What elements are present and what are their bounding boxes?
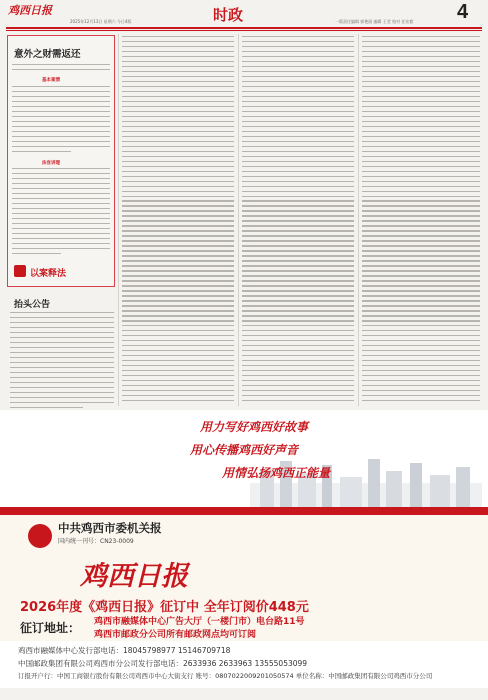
header-rule: [6, 27, 482, 29]
box-subhead-1: 基本案情: [42, 78, 60, 83]
column-divider-3: [358, 34, 359, 406]
article-col-2: [242, 36, 354, 405]
article-col-1: [122, 36, 234, 405]
box-title: 意外之财需返还: [14, 49, 81, 60]
box-text-b: [12, 86, 110, 156]
party-emblem-icon: [28, 524, 52, 548]
law-icon: [14, 265, 26, 277]
section-title: 时政: [213, 6, 244, 24]
slogan-2: 用心传播鸡西好声音: [190, 443, 299, 457]
notice-text: [10, 312, 114, 412]
contact-line-1: 鸡西市融媒体中心发行部电话：18045798977 15146709718: [18, 646, 231, 655]
footer-strip: [0, 688, 488, 700]
address-line-2: 鸡西市邮政分公司所有邮政网点均可订阅: [94, 630, 257, 640]
slogan-3: 用情弘扬鸡西正能量: [222, 466, 331, 480]
masthead-logo: 鸡西日报: [80, 561, 188, 592]
red-stripe: [0, 507, 488, 515]
box-subhead-2: 法官讲理: [42, 161, 60, 166]
contact-line-3: 订报开户行：中国工商银行股份有限公司鸡西市中心大街支行 账号：0807022009201050574 单位名称：中国邮政集团有限公司鸡西市分公司: [18, 672, 433, 680]
issue-date: 2025年12月13日 星期六 今日4版: [70, 19, 132, 24]
column-divider-2: [238, 34, 239, 406]
header-rule-thin: [6, 30, 482, 31]
contact-line-2: 中国邮政集团有限公司鸡西市分公司发行部电话：2633936 2633963 13555053099: [18, 659, 308, 668]
slogan-1: 用力写好鸡西好故事: [200, 420, 309, 434]
newspaper-logo: 鸡西日报: [8, 4, 52, 17]
column-divider-1: [118, 34, 119, 406]
subscription-headline: 2026年度《鸡西日报》征订中 全年订阅价448元: [20, 600, 309, 615]
address-line-1: 鸡西市融媒体中心广告大厅（一楼门市）电台路11号: [94, 617, 305, 627]
party-organ-title: 中共鸡西市委机关报: [58, 521, 162, 535]
editor-line: 一版责任编辑 郭艳丽 编辑 王莹 校对 任宏毅: [335, 19, 414, 24]
page-number: 4: [457, 1, 469, 23]
cn-number: 国内统一刊号：CN23-0009: [58, 538, 134, 545]
article-col-3: [362, 36, 480, 405]
city-skyline: [250, 455, 482, 507]
notice-title: 抬头公告: [14, 300, 51, 310]
box-text-a: [12, 64, 110, 74]
box-text-c: [12, 168, 110, 258]
box-brand: 以案释法: [30, 269, 67, 279]
address-label: 征订地址：: [20, 621, 81, 635]
